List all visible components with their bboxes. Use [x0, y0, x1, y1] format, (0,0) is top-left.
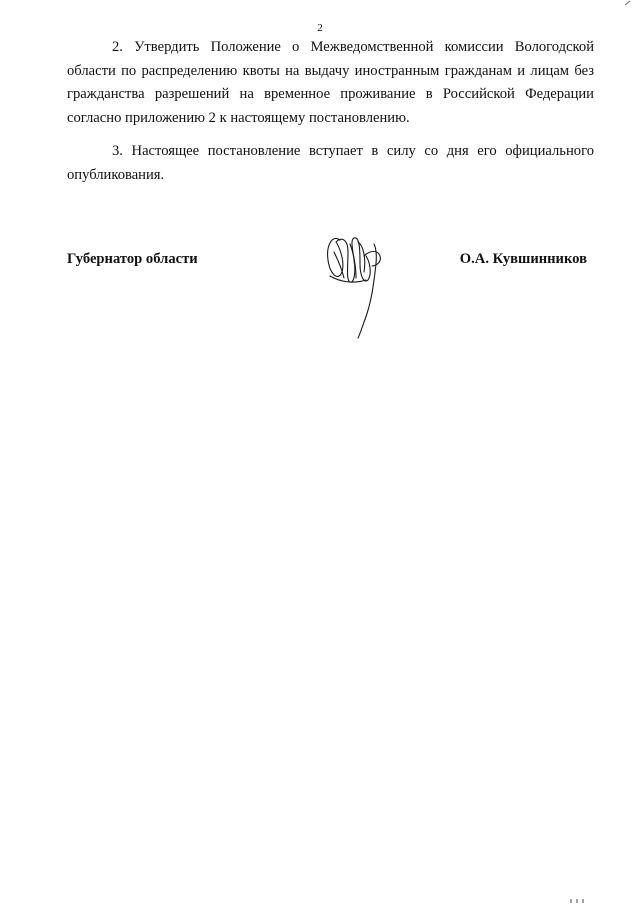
paragraph-2: 2. Утвердить Положение о Межведомственной комиссии Вологодской области по распределению квоты на выдачу иностранным гражданам и лицам без гражданства разрешений на временное проживание в Российской Федерации согласно приложению 2 к настоящему постановлению. [67, 39, 594, 126]
signer-title: Губернатор области [67, 251, 198, 267]
page-number: 2 [317, 22, 323, 34]
signer-name: О.А. Кувшинников [459, 251, 587, 267]
corner-scan-mark [624, 0, 632, 6]
handwritten-signature-icon [320, 226, 390, 344]
footer-scan-mark [568, 898, 588, 904]
paragraph-3: 3. Настоящее постановление вступает в силу со дня его официального опубликования. [67, 143, 594, 183]
document-body [67, 36, 594, 188]
